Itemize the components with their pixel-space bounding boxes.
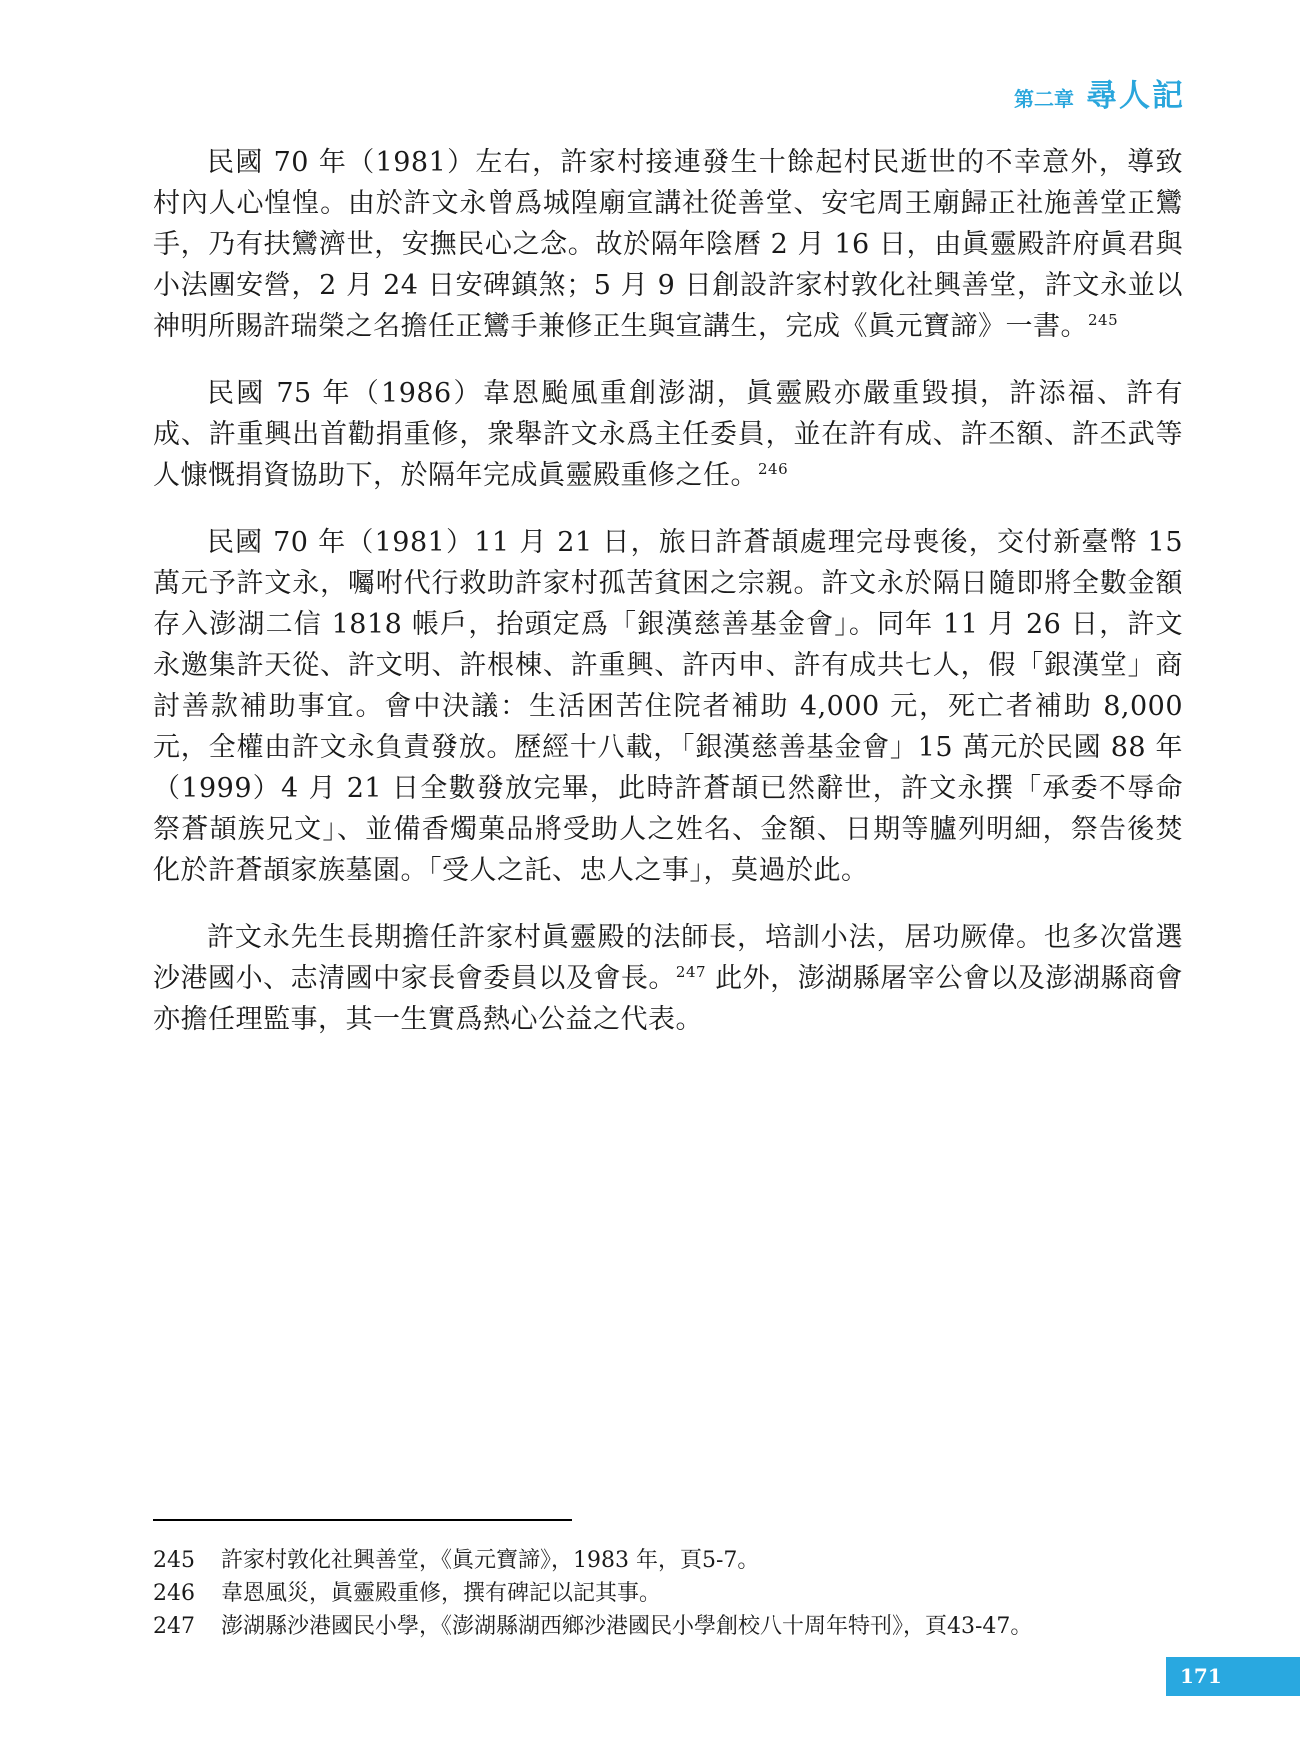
footnote-number: 245 [153, 1548, 195, 1573]
footnote-245 [153, 1544, 1183, 1577]
paragraph-text: 民國 70 年（1981）11 月 21 日，旅日許蒼頡處理完母喪後，交付新臺幣 15 萬元予許文永，囑咐代行救助許家村孤苦貧困之宗親。許文永於隔日隨即將全數金額存入澎湖二信 1818 帳戶，抬頭定爲「銀漢慈善基金會」。同年 11 月 26 日，許文永邀集許天從、許文明、許根棟、許重興、許丙申、許有成共七人，假「銀漢堂」商討善款補助事宜。會中決議：生活困苦住院者補助 4,000 元，死亡者補助 8,000 元，全權由許文永負責發放。歷經十八載，「銀漢慈善基金會」15 萬元於民國 88 年（1999）4 月 21 日全數發放完畢，此時許蒼頡已然辭世，許文永撰「承委不辱命祭蒼頡族兄文」、並備香燭菓品將受助人之姓名、金額、日期等臚列明細，祭告後焚化於許蒼頡家族墓園。「受人之託、忠人之事」，莫過於此。 [153, 527, 1183, 886]
footnote-246 [153, 1577, 1183, 1610]
paragraph-text: 民國 75 年（1986）韋恩颱風重創澎湖，眞靈殿亦嚴重毀損，許添福、許有成、許重興出首勸捐重修，衆舉許文永爲主任委員，並在許有成、許丕額、許丕武等人慷慨捐資協助下，於隔年完成眞靈殿重修之任。 [153, 378, 1183, 491]
footnote-divider [153, 1519, 572, 1521]
paragraph-2 [153, 373, 1183, 496]
page-number: 171 [1166, 1657, 1300, 1696]
paragraph-text: 此外，澎湖縣屠宰公會以及澎湖縣商會亦擔任理監事，其一生實爲熱心公益之代表。 [153, 963, 1183, 1035]
paragraph-text: 民國 70 年（1981）左右，許家村接連發生十餘起村民逝世的不幸意外，導致村內人心惶惶。由於許文永曾爲城隍廟宣講社從善堂、安宅周王廟歸正社施善堂正鸞手，乃有扶鸞濟世，安撫民心之念。故於隔年陰曆 2 月 16 日，由眞靈殿許府眞君與小法團安營，2 月 24 日安碑鎮煞；5 月 9 日創設許家村敦化社興善堂，許文永並以神明所賜許瑞榮之名擔任正鸞手兼修正生與宣講生，完成《眞元寶諦》一書。 [153, 147, 1183, 342]
paragraph-3 [153, 522, 1183, 891]
footnote-247 [153, 1610, 1183, 1643]
footnote-text: 澎湖縣沙港國民小學，《澎湖縣湖西鄉沙港國民小學創校八十周年特刊》，頁43-47。 [221, 1614, 1033, 1639]
footnotes [153, 1544, 1183, 1643]
footnote-text: 韋恩風災，眞靈殿重修，撰有碑記以記其事。 [221, 1581, 662, 1606]
chapter-number: 第二章 [1014, 87, 1074, 111]
footnote-ref-247[interactable]: 247 [675, 963, 707, 981]
footnote-ref-245[interactable]: 245 [1088, 311, 1119, 329]
footnote-text: 許家村敦化社興善堂，《眞元寶諦》，1983 年，頁5-7。 [221, 1548, 760, 1573]
footnote-number: 246 [153, 1581, 195, 1606]
chapter-title: 尋人記 [1086, 78, 1185, 114]
paragraph-1 [153, 142, 1183, 347]
running-head [1014, 70, 1185, 115]
footnote-number: 247 [153, 1614, 195, 1639]
footnote-ref-246[interactable]: 246 [758, 460, 789, 478]
body-text [153, 142, 1183, 1066]
paragraph-4 [153, 917, 1183, 1040]
paragraph-text: 許文永先生長期擔任許家村眞靈殿的法師長，培訓小法，居功厥偉。也多次當選沙港國小、志清國中家長會委員以及會長。 [153, 922, 1183, 994]
